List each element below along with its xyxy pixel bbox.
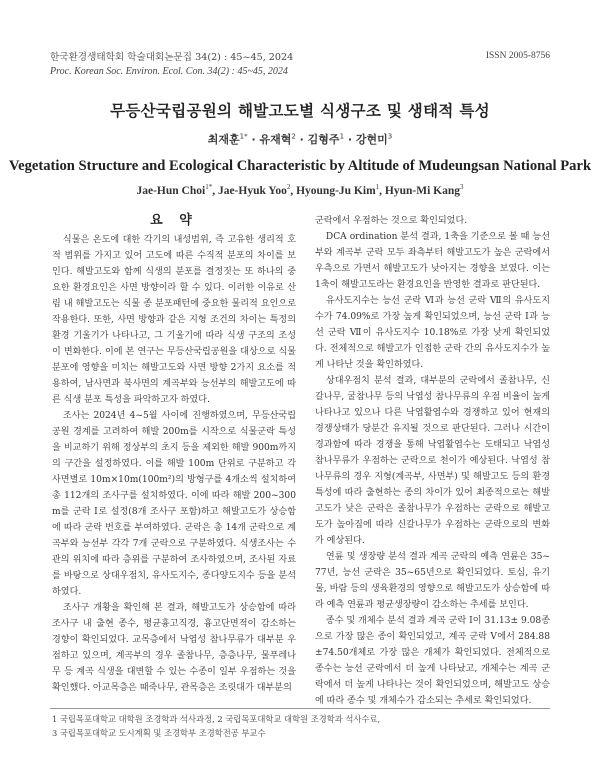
- author-name: Jae-Hyuk Yoo: [217, 184, 287, 197]
- author-affiliation-mark: 2: [286, 183, 291, 191]
- author-separator: ·: [247, 133, 260, 146]
- author-separator: ,: [379, 184, 385, 197]
- author-affiliation-mark: 1*: [239, 132, 248, 141]
- abstract-paragraph: 조사는 2024년 4~5월 사이에 진행하였으며, 무등산국립공원 경계를 고려하여 해발 200m를 시작으로 식물군락 특성을 비교하기 위해 정상부의 초지 등을 제외한 해발 900m까지의 구간을 설정하였다. 이를 해발 100m 단위로 구분하고 각 사면별로 10m×10m(100m²)의 방형구를 4개소씩 설치하여 총 112개의 조사구를 설치하였다. 이에 따라 해발 200~300m를 군락 Ⅰ로 설정(8개 조사구 포함)하고 해발고도가 상승함에 따라 군락 번호를 부여하였다. 군락은 총 14개 군락으로 계곡부와 능선부 각각 7개 군락으로 구분하였다. 식생조사는 수관의 위치에 따라 층위를 구분하여 조사하였으며, 조사된 자료를 바탕으로 상대우점치, 유사도지수, 종다양도지수 등을 분석하였다.: [52, 411, 296, 598]
- author-affiliation-mark: 2: [291, 132, 296, 141]
- issn: ISSN 2005-8756: [485, 51, 550, 61]
- abstract-paragraph: 조사구 개황을 확인해 본 결과, 해발고도가 상승함에 따라 조사구 내 출현 종수, 평균흉고직경, 흉고단면적이 감소하는 경향이 확인되었다. 교목층에서 낙엽성 참나무류가 대부분 우점하고 있으며, 계곡부의 경우 졸참나무, 층층나무, 물푸레나무 등 계곡 식생을 대변할 수 있는 수종이 일부 우점하는 것을 확인했다. 아교목층은 때죽나무, 관목층은 조릿대가 대부분의: [52, 603, 296, 694]
- journal-citation-korean: 한국환경생태학회 학술대회논문집 34(2) : 45~45, 2024: [50, 52, 294, 63]
- author-separator: ·: [344, 133, 356, 146]
- author-name: Hyoung-Ju Kim: [296, 184, 376, 197]
- author-list-korean: [0, 131, 600, 147]
- author-separator: ·: [295, 133, 308, 146]
- author-name: Jae-Hun Choi: [136, 184, 206, 197]
- author-name: 강현미: [355, 133, 388, 146]
- abstract-paragraph: 상대우점치 분석 결과, 대부분의 군락에서 졸참나무, 신갈나무, 굴참나무 등의 낙엽성 참나무류의 우점 비율이 높게 나타나고 있으나 다른 낙엽활엽수와 경쟁하고 있어 현재의 경쟁상태가 당분간 유지될 것으로 판단된다. 그러나 시간이 경과함에 따라 경쟁을 통해 낙엽활엽수는 도태되고 낙엽성 참나무류가 우점하는 군락으로 천이가 예상된다. 낙엽성 참나무류의 경우 지형(계곡부, 사면부) 및 해발고도 등의 환경 특성에 따라 출현하는 종의 차이가 있어 최종적으로는 해발고도가 낮은 군락은 졸참나무가 우점하는 군락으로 해발고도가 높아짐에 따라 신갈나무가 우점하는 군락으로의 변화가 예상된다.: [315, 376, 550, 547]
- journal-header: [50, 51, 293, 79]
- footnote-affiliation: 3 국립목포대학교 도시계획 및 조경학부 조경학전공 부교수: [52, 728, 266, 739]
- footnotes: [52, 712, 552, 741]
- author-name: Hyun-Mi Kang: [384, 184, 460, 197]
- author-name: 최재훈: [207, 133, 240, 146]
- abstract-paragraph: 종수 및 개체수 분석 결과 계곡 군락 Ⅰ이 31.13± 9.08종으로 가장 많은 종이 확인되었고, 계곡 군락 Ⅴ에서 284.88 ±74.50개체로 가장 많은 개체가 확인되었다. 전체적으로 종수는 능선 군락에서 더 높게 나타났고, 개체수는 계곡 군락에서 더 높게 나타나는 것이 확인되었으며, 해발고도 상승에 따라 종수 및 개체수가 감소되는 추세로 확인되었다.: [315, 616, 550, 707]
- abstract-paragraph: DCA ordination 분석 결과, 1축을 기준으로 볼 때 능선부와 계곡부 군락 모두 좌측부터 해발고도가 높은 군락에서 우측으로 가면서 해발고도가 낮아지는 경향을 보였다. 이는 1축이 해발고도라는 환경요인을 반영한 결과로 판단된다.: [315, 232, 550, 291]
- paper-title-korean: 무등산국립공원의 해발고도별 식생구조 및 생태적 특성: [110, 102, 490, 120]
- abstract-heading: 요 약: [150, 213, 198, 228]
- paper-title-english: Vegetation Structure and Ecological Characteristic by Altitude of Mudeungsan National Park: [8, 158, 592, 174]
- abstract-right-column: [315, 213, 550, 709]
- author-affiliation-mark: 1: [339, 132, 345, 141]
- author-affiliation-mark: 1*: [205, 183, 213, 191]
- footnote-affiliation: 1 국립목포대학교 대학원 조경학과 석사과정, 2 국립목포대학교 대학원 조경학과 석사수료,: [52, 714, 381, 724]
- author-name: 유재혁: [259, 133, 292, 146]
- author-name: 김형주: [307, 133, 340, 146]
- author-affiliation-mark: 3: [460, 183, 464, 191]
- footnote-divider: [50, 708, 550, 709]
- abstract-left-column: [52, 232, 296, 696]
- abstract-paragraph: 연륜 및 생장량 분석 결과 계곡 군락의 예측 연륜은 35~77년, 능선 군락은 35~65년으로 확인되었다. 토심, 유기물, 바람 등의 생육환경의 영향으로 해발고도가 상승함에 따라 예측 연륜과 평균생장량이 감소하는 추세를 보인다.: [315, 552, 550, 611]
- journal-citation-english: Proc. Korean Soc. Environ. Ecol. Con. 34(2) : 45~45, 2024: [50, 66, 288, 77]
- author-separator: ,: [290, 184, 297, 197]
- author-affiliation-mark: 3: [387, 132, 393, 141]
- author-affiliation-mark: 1: [375, 183, 380, 191]
- author-separator: ,: [212, 184, 218, 197]
- author-list-english: [0, 183, 600, 197]
- abstract-paragraph: 유사도지수는 능선 군락 Ⅵ과 능선 군락 Ⅶ의 유사도지수가 74.09%로 가장 높게 확인되었으며, 능선 군락 Ⅰ과 능선 군락 Ⅶ이 유사도지수 10.18%로 가장 낮게 확인되었다. 전체적으로 해발고가 인접한 군락 간의 유사도지수가 높게 나타난 것을 확인하였다.: [315, 296, 550, 371]
- abstract-paragraph: 식물은 온도에 대한 각기의 내성범위, 즉 고유한 생리적 호적 범위를 가지고 있어 고도에 따른 수직적 분포의 차이를 보인다. 해발고도와 함께 식생의 분포를 결정짓는 또 하나의 중요한 환경요인은 사면 방향이라 할 수 있다. 이러한 이유로 산림 내 해발고도는 식물 종 분포패턴에 중요한 물리적 요인으로 작용한다. 또한, 사면 방향과 같은 지형 조건의 차이는 특정의 환경 기울기가 나타나고, 그 기울기에 따라 식생 구조의 조성이 변화한다. 이에 본 연구는 무등산국립공원을 대상으로 식물 분포에 영향을 미치는 해발고도와 사면 방향 2가지 요소를 적용하여, 남사면과 북사면의 계곡부와 능선부의 해발고도에 따른 식생 분포 특성을 파악하고자 하였다.: [52, 235, 296, 406]
- abstract-paragraph: 군락에서 우점하는 것으로 확인되었다.: [315, 216, 468, 226]
